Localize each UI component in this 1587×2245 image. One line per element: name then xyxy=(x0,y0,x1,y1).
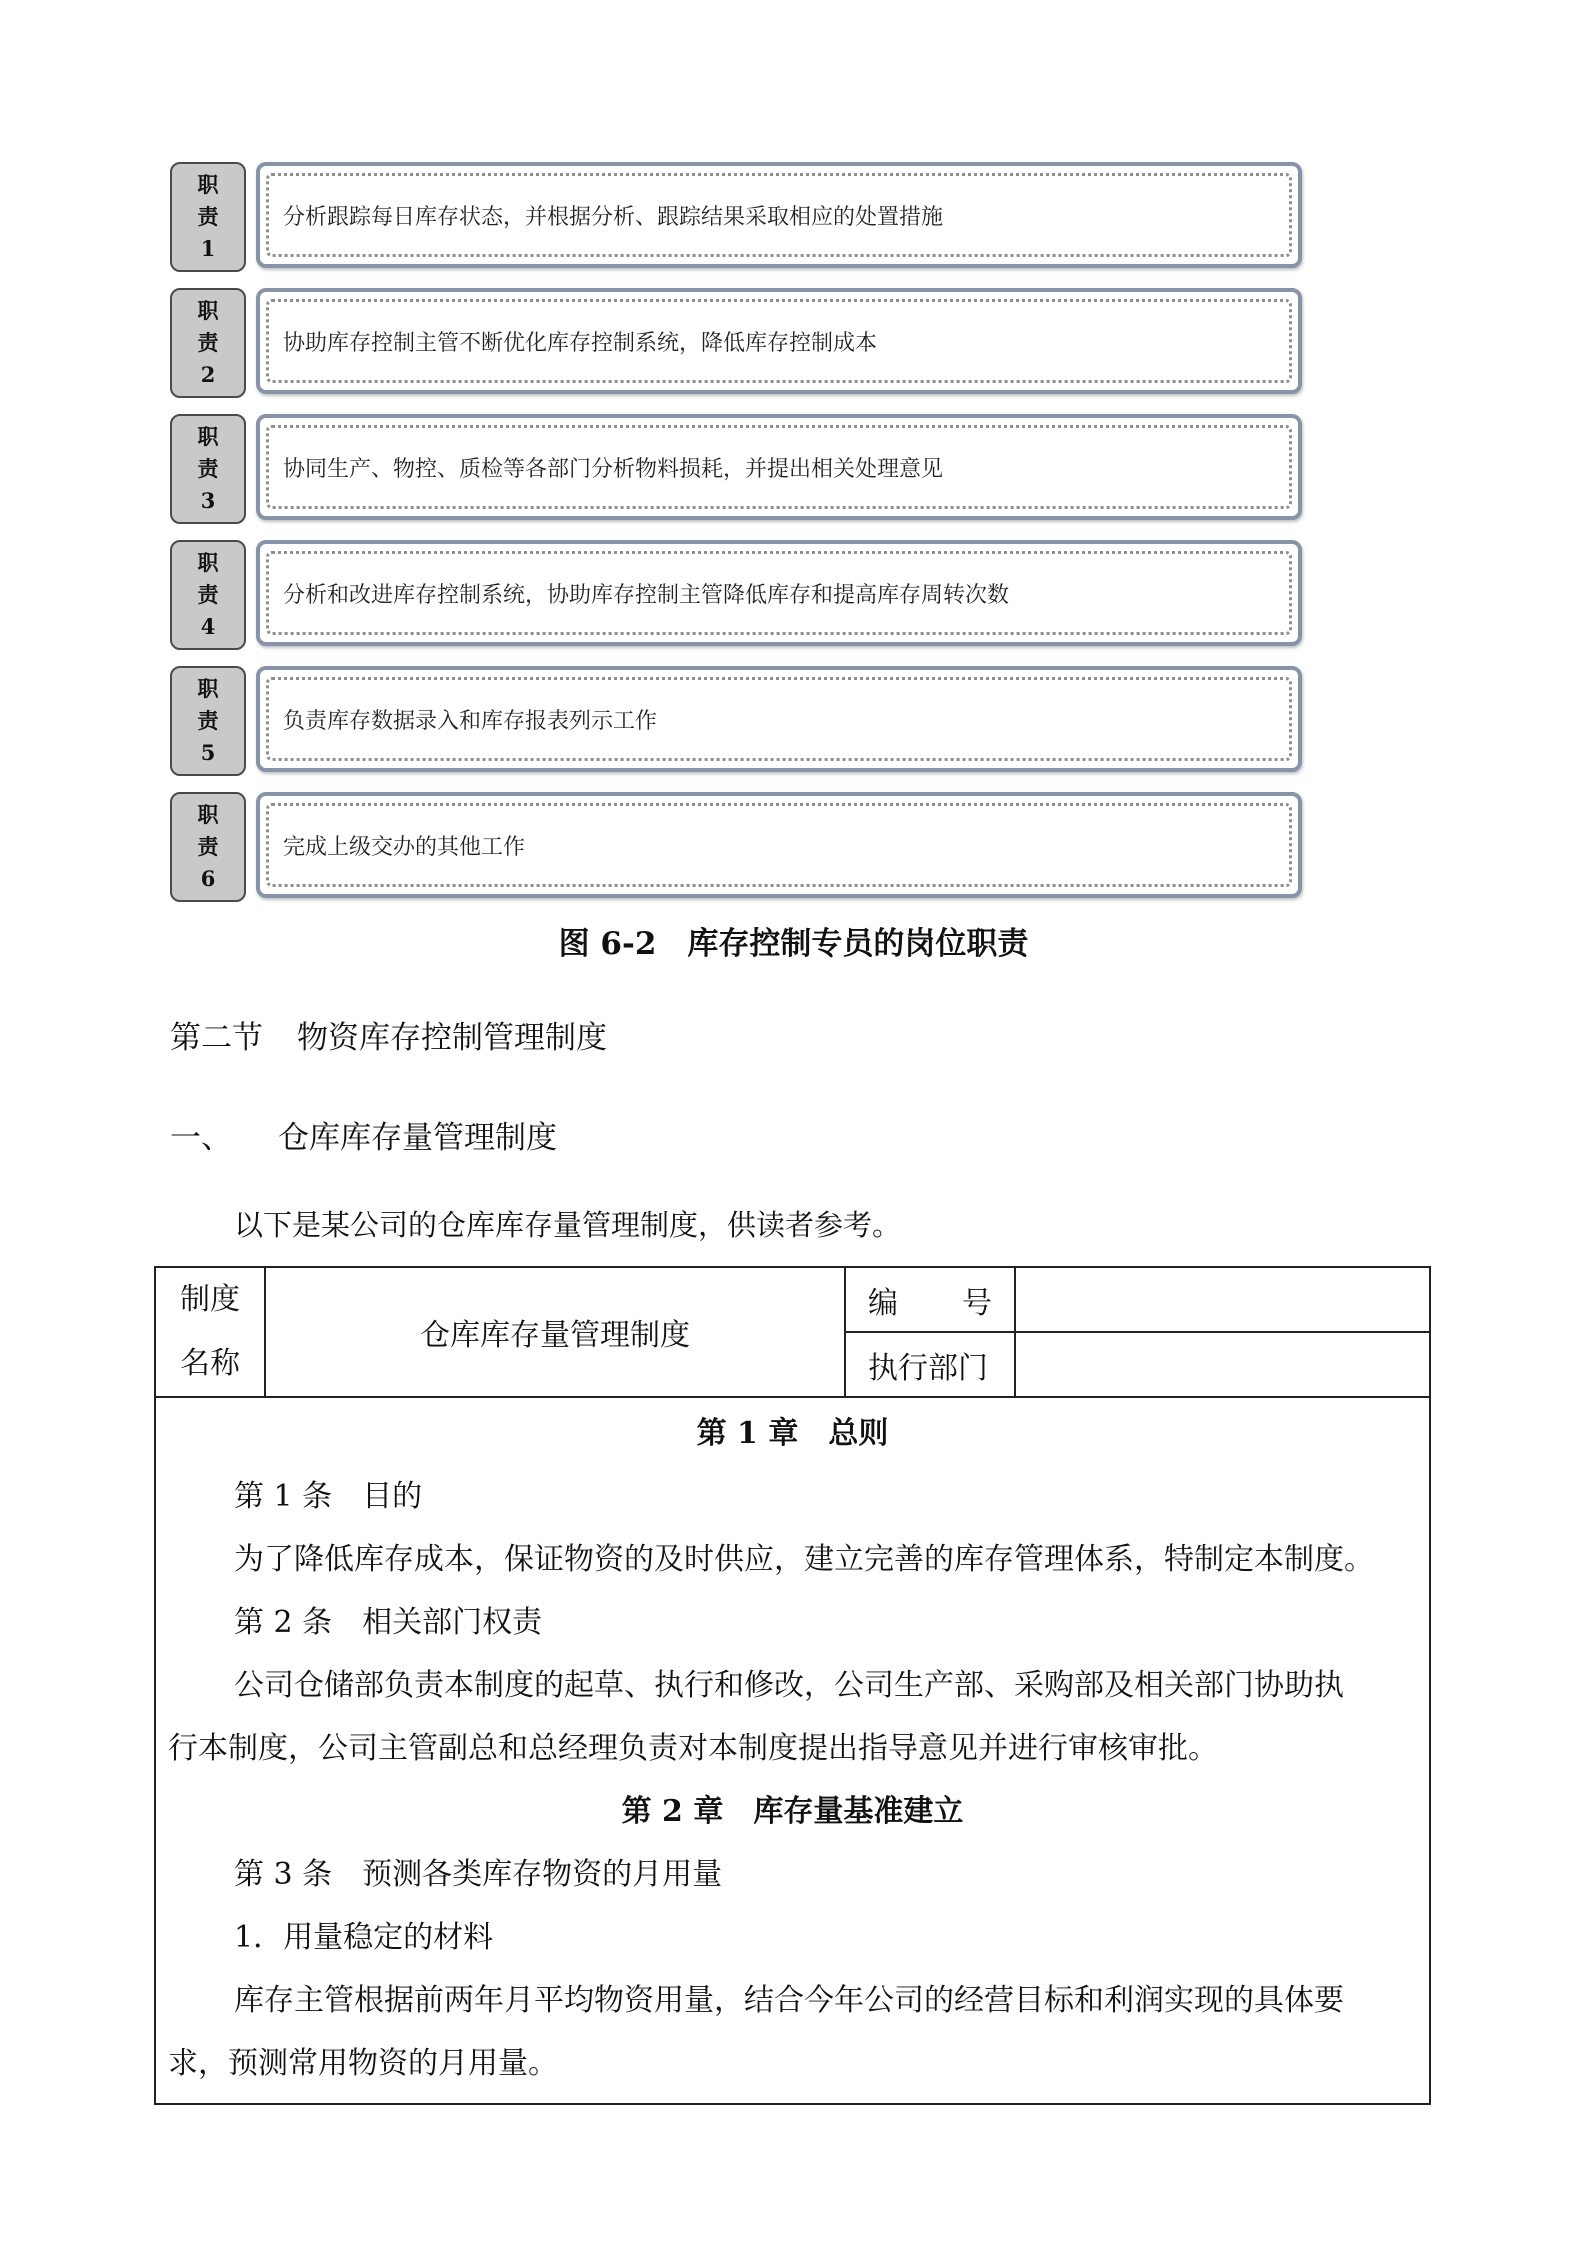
article-heading: 第 2 条 相关部门权责 xyxy=(234,1605,543,1640)
badge-number: 1 xyxy=(200,236,216,261)
regulation-title: 仓库库存量管理制度 xyxy=(265,1267,845,1397)
number-label-a: 编 xyxy=(868,1285,898,1321)
sub-heading xyxy=(170,1112,557,1157)
list-item: 1．用量稳定的材料 xyxy=(234,1920,494,1955)
duty-text: 负责库存数据录入和库存报表列示工作 xyxy=(266,677,1292,761)
duty-text: 分析跟踪每日库存状态，并根据分析、跟踪结果采取相应的处置措施 xyxy=(266,173,1292,257)
article-heading: 第 1 条 目的 xyxy=(234,1479,423,1514)
duty-text: 协助库存控制主管不断优化库存控制系统，降低库存控制成本 xyxy=(266,299,1292,383)
duty-row xyxy=(170,540,1308,650)
paragraph-line: 行本制度，公司主管副总和总经理负责对本制度提出指导意见并进行审核审批。 xyxy=(168,1731,1218,1766)
duty-row xyxy=(170,288,1308,398)
section-number: 第二节 xyxy=(170,1020,263,1056)
duty-text: 完成上级交办的其他工作 xyxy=(266,803,1292,887)
duty-box xyxy=(256,540,1302,646)
paragraph-line: 库存主管根据前两年月平均物资用量，结合今年公司的经营目标和利润实现的具体要 xyxy=(234,1983,1344,2018)
duty-box xyxy=(256,414,1302,520)
duty-row xyxy=(170,162,1308,272)
badge-number: 4 xyxy=(200,614,216,639)
duty-badge xyxy=(170,288,246,398)
badge-char: 职 xyxy=(197,424,219,449)
duty-row xyxy=(170,792,1308,902)
badge-char: 责 xyxy=(197,708,219,733)
badge-char: 责 xyxy=(197,834,219,859)
badge-char: 职 xyxy=(197,172,219,197)
badge-char: 责 xyxy=(197,456,219,481)
regulation-table xyxy=(154,1266,1431,2105)
paragraph-line: 公司仓储部负责本制度的起草、执行和修改，公司生产部、采购部及相关部门协助执 xyxy=(234,1668,1344,1703)
number-value xyxy=(1015,1267,1430,1332)
sub-heading-number: 一、 xyxy=(170,1120,232,1156)
section-heading xyxy=(170,1012,607,1057)
paragraph-line: 为了降低库存成本，保证物资的及时供应，建立完善的库存管理体系，特制定本制度。 xyxy=(234,1542,1374,1577)
badge-number: 2 xyxy=(200,362,216,387)
badge-char: 职 xyxy=(197,802,219,827)
duty-row xyxy=(170,666,1308,776)
duty-box xyxy=(256,792,1302,898)
number-label-cell xyxy=(845,1267,1015,1332)
section-title: 物资库存控制管理制度 xyxy=(297,1020,607,1056)
badge-char: 职 xyxy=(197,298,219,323)
figure-caption: 图 6-2 库存控制专员的岗位职责 xyxy=(558,926,1029,962)
badge-char: 责 xyxy=(197,582,219,607)
badge-number: 5 xyxy=(200,740,216,765)
name-label-1: 制度 xyxy=(180,1282,240,1317)
badge-char: 职 xyxy=(197,676,219,701)
duty-text: 协同生产、物控、质检等各部门分析物料损耗，并提出相关处理意见 xyxy=(266,425,1292,509)
duty-badge xyxy=(170,162,246,272)
badge-number: 6 xyxy=(200,866,216,891)
article-heading: 第 3 条 预测各类库存物资的月用量 xyxy=(234,1857,723,1892)
dept-value xyxy=(1015,1332,1430,1397)
badge-char: 职 xyxy=(197,550,219,575)
sub-heading-title: 仓库库存量管理制度 xyxy=(278,1120,557,1156)
duty-box xyxy=(256,162,1302,268)
duty-box xyxy=(256,666,1302,772)
duty-row xyxy=(170,414,1308,524)
badge-char: 责 xyxy=(197,204,219,229)
number-label-b: 号 xyxy=(962,1285,992,1321)
duty-badge xyxy=(170,792,246,902)
name-label-cell xyxy=(155,1267,265,1397)
duty-box xyxy=(256,288,1302,394)
badge-number: 3 xyxy=(200,488,216,513)
chapter-heading: 第 2 章 库存量基准建立 xyxy=(621,1794,964,1829)
chapter-heading: 第 1 章 总则 xyxy=(696,1416,889,1451)
paragraph-line: 求，预测常用物资的月用量。 xyxy=(168,2046,558,2081)
duty-badge xyxy=(170,540,246,650)
duty-badge xyxy=(170,666,246,776)
duty-text: 分析和改进库存控制系统，协助库存控制主管降低库存和提高库存周转次数 xyxy=(266,551,1292,635)
duty-badge xyxy=(170,414,246,524)
name-label-2: 名称 xyxy=(180,1346,240,1381)
dept-label: 执行部门 xyxy=(845,1332,1015,1397)
badge-char: 责 xyxy=(197,330,219,355)
regulation-content xyxy=(155,1397,1430,2104)
intro-paragraph: 以下是某公司的仓库库存量管理制度，供读者参考。 xyxy=(234,1208,902,1242)
